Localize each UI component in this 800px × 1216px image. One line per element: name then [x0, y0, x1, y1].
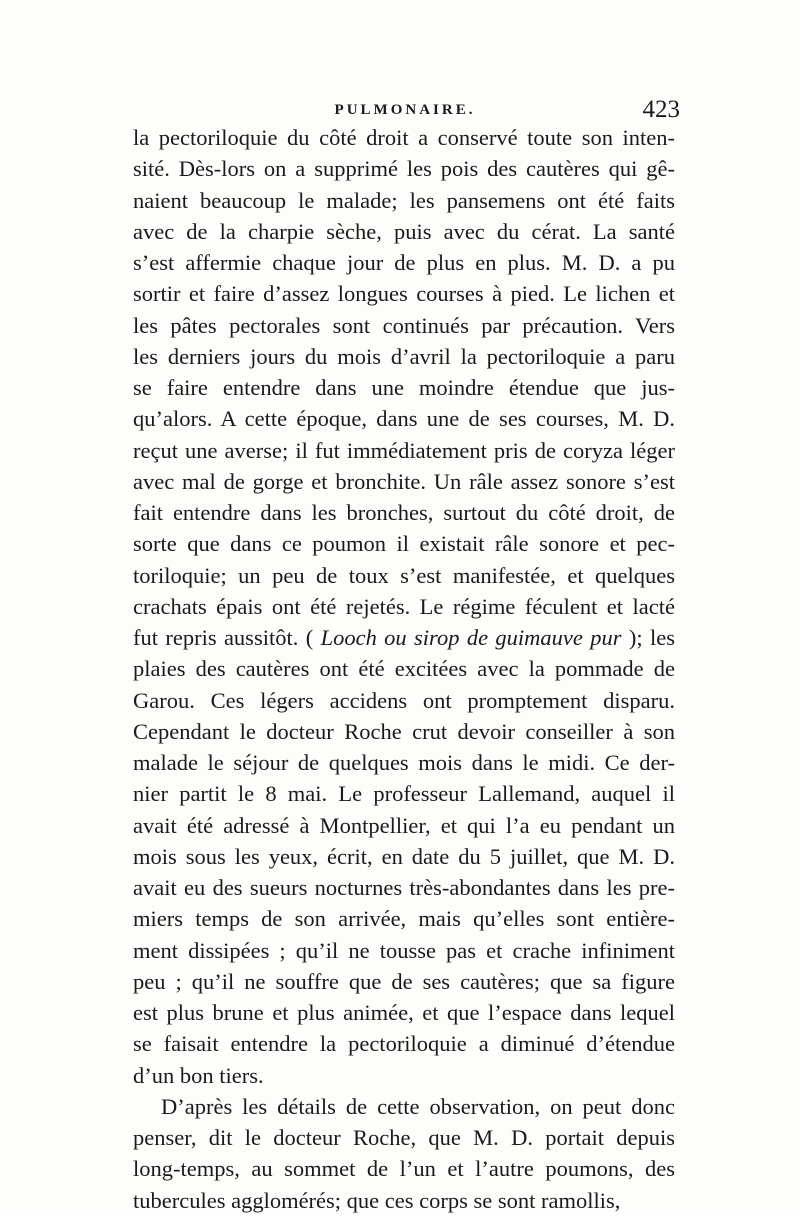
text-line — [133, 1028, 675, 1059]
text-segment: fut repris aussitôt. ( — [133, 625, 321, 650]
text-line — [133, 591, 675, 622]
body-text — [133, 122, 675, 1216]
text-segment: avec mal de gorge et bronchite. Un râle assez sonore s’est — [133, 468, 675, 494]
text-line — [133, 903, 675, 934]
running-title: PULMONAIRE. — [334, 102, 476, 118]
text-segment: se faisait entendre la pectoriloquie a diminué d’étendue — [133, 1031, 675, 1057]
text-segment: qu’alors. A cette époque, dans une de ses courses, M. D. — [133, 406, 675, 432]
text-line — [133, 747, 675, 778]
text-line — [133, 466, 675, 497]
text-line — [133, 153, 675, 184]
text-segment: plaies des cautères ont été excitées avec la pommade de — [133, 656, 675, 682]
text-line — [133, 278, 675, 309]
text-segment: reçut une averse; il fut immédiatement pris de coryza léger — [133, 437, 675, 463]
text-segment: avait été adressé à Montpellier, et qui l’a eu pendant un — [133, 812, 675, 838]
text-segment: naient beaucoup le malade; les pansemens ont été faits — [133, 187, 675, 213]
text-line — [133, 997, 675, 1028]
text-line — [133, 122, 675, 153]
text-segment: Garou. Ces légers accidens ont promptement disparu. — [133, 687, 675, 713]
text-line — [133, 216, 675, 247]
text-segment: peu ; qu’il ne souffre que de ses cautères; que sa figure — [133, 968, 675, 994]
text-segment: nier partit le 8 mai. Le professeur Lallemand, auquel il — [133, 781, 675, 807]
text-segment: sorte que dans ce poumon il existait râle sonore et pec- — [133, 531, 675, 557]
text-segment: ment dissipées ; qu’il ne tousse pas et crache infiniment — [133, 937, 675, 963]
text-segment: est plus brune et plus animée, et que l’espace dans lequel — [133, 1000, 675, 1025]
text-line — [133, 841, 675, 872]
text-segment: crachats épais ont été rejetés. Le régime féculent et lacté — [133, 593, 675, 619]
text-line — [133, 403, 675, 434]
text-segment: mois sous les yeux, écrit, en date du 5 juillet, que M. D. — [133, 843, 675, 869]
text-line — [133, 1153, 675, 1184]
text-line — [133, 1060, 675, 1091]
text-segment: fait entendre dans les bronches, surtout du côté droit, de — [133, 500, 675, 525]
text-line — [133, 872, 675, 903]
italic-text-segment: Looch ou sirop de guimauve pur — [320, 625, 622, 650]
text-segment: miers temps de son arrivée, mais qu’elles sont entière- — [133, 906, 675, 932]
text-line — [133, 372, 675, 403]
text-line — [133, 778, 675, 809]
text-segment: D’après les détails de cette observation, on peut donc — [161, 1093, 675, 1119]
text-line — [133, 653, 675, 684]
text-segment: toriloquie; un peu de toux s’est manifestée, et quelques — [133, 562, 675, 588]
text-segment: la pectoriloquie du côté droit a conservé toute son inten- — [133, 125, 675, 150]
text-line — [133, 966, 675, 997]
text-segment: sité. Dès-lors on a supprimé les pois des cautères qui gê- — [133, 156, 675, 182]
text-line — [133, 560, 675, 591]
text-segment: malade le séjour de quelques mois dans le midi. Ce der- — [133, 750, 675, 775]
text-line — [133, 685, 675, 716]
text-line — [133, 935, 675, 966]
text-segment: sortir et faire d’assez longues courses à pied. Le lichen et — [133, 281, 675, 307]
text-segment: avait eu des sueurs nocturnes très-abondantes dans les pre- — [133, 875, 675, 900]
text-line — [133, 528, 675, 559]
text-segment: penser, dit le docteur Roche, que M. D. portait depuis — [133, 1125, 675, 1150]
text-line — [133, 1122, 675, 1153]
text-segment: Cependant le docteur Roche crut devoir conseiller à son — [133, 718, 675, 744]
text-line — [133, 341, 675, 372]
text-line — [133, 716, 675, 747]
text-segment: tubercules agglomérés; que ces corps se sont ramollis, — [133, 1187, 621, 1213]
text-segment: long-temps, au sommet de l’un et l’autre poumons, des — [133, 1156, 675, 1182]
text-line — [133, 310, 675, 341]
text-line — [133, 435, 675, 466]
text-segment: les derniers jours du mois d’avril la pectoriloquie a paru — [133, 343, 675, 369]
text-line — [133, 1185, 675, 1216]
text-line — [133, 1091, 675, 1122]
text-line — [133, 185, 675, 216]
text-line — [133, 810, 675, 841]
text-segment: ); les — [621, 625, 675, 650]
text-line — [133, 497, 675, 528]
text-line — [133, 247, 675, 278]
text-segment: se faire entendre dans une moindre étendue que jus- — [133, 375, 675, 400]
page-number: 423 — [642, 96, 680, 123]
text-segment: d’un bon tiers. — [133, 1062, 264, 1088]
text-segment: les pâtes pectorales sont continués par précaution. Vers — [133, 312, 675, 338]
text-segment: s’est affermie chaque jour de plus en plus. M. D. a pu — [133, 250, 675, 275]
text-segment: avec de la charpie sèche, puis avec du cérat. La santé — [133, 218, 675, 244]
text-line — [133, 622, 675, 653]
